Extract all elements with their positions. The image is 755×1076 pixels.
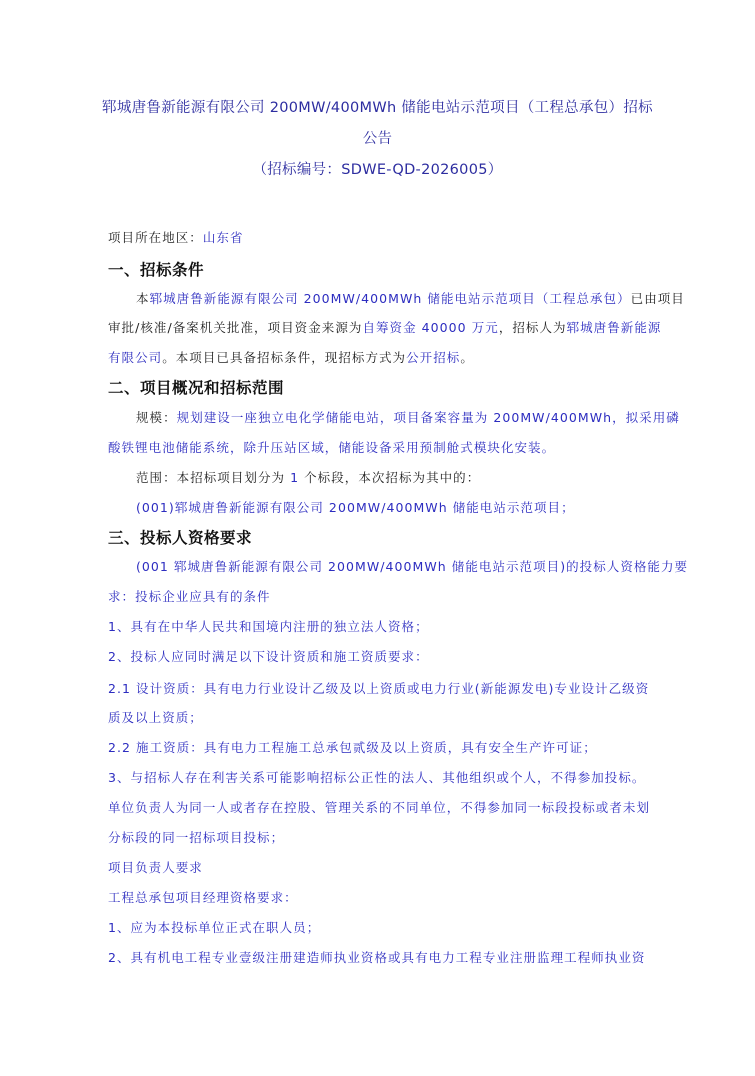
bid-number: （招标编号：SDWE-QD-2026005） bbox=[252, 162, 503, 178]
funding-source: 自筹资金 40000 万元 bbox=[362, 320, 499, 335]
text-fragment: 。 bbox=[460, 350, 474, 365]
section3-line: 2.2 施工资质：具有电力工程施工总承包贰级及以上资质，具有安全生产许可证； bbox=[108, 740, 597, 755]
section3-line: 单位负责人为同一人或者存在控股、管理关系的不同单位，不得参加同一标段投标或者未划 bbox=[108, 800, 651, 815]
tenderer-name: 郓城唐鲁新能源 bbox=[566, 320, 662, 335]
project-region bbox=[108, 228, 658, 246]
section3-line: 2.1 设计资质：具有电力行业设计乙级及以上资质或电力行业(新能源发电)专业设计乙级资 bbox=[108, 681, 650, 696]
lot-count: 1 bbox=[290, 470, 300, 485]
section3-line: 项目负责人要求 bbox=[108, 860, 203, 875]
scope-line bbox=[136, 468, 686, 486]
section1-para-line2 bbox=[108, 318, 662, 336]
scale-line2: 酸铁锂电池储能系统，除升压站区域，储能设备采用预制舱式模块化安装。 bbox=[108, 440, 556, 455]
text-fragment: 本 bbox=[136, 291, 150, 306]
section1-heading: 一、招标条件 bbox=[108, 261, 205, 279]
section3-line: 1、应为本投标单位正式在职人员； bbox=[108, 920, 321, 935]
doc-title-line1: 郓城唐鲁新能源有限公司 200MW/400MWh 储能电站示范项目（工程总承包）招标 bbox=[102, 100, 653, 116]
section3-line: 2、投标人应同时满足以下设计资质和施工资质要求： bbox=[108, 649, 429, 664]
section1-para-line1 bbox=[136, 289, 686, 307]
doc-title-line2: 公告 bbox=[362, 131, 393, 147]
section3-line: 工程总承包项目经理资格要求： bbox=[108, 890, 298, 905]
project-name: 郓城唐鲁新能源有限公司 200MW/400MWh 储能电站示范项目（工程总承包） bbox=[149, 291, 631, 306]
section3-line: 分标段的同一招标项目投标； bbox=[108, 830, 285, 845]
section3-line: 求：投标企业应具有的条件 bbox=[108, 589, 271, 604]
text-fragment: 已由项目 bbox=[630, 291, 685, 306]
section3-line: 1、具有在中华人民共和国境内注册的独立法人资格； bbox=[108, 619, 429, 634]
text-fragment: 个标段，本次招标为其中的： bbox=[299, 470, 481, 485]
section3-line: 3、与招标人存在利害关系可能影响招标公正性的法人、其他组织或个人，不得参加投标。 bbox=[108, 770, 646, 785]
tenderer-name-cont: 有限公司 bbox=[108, 350, 163, 365]
scale-label: 规模： bbox=[136, 410, 177, 425]
region-label: 项目所在地区： bbox=[108, 230, 203, 245]
section2-heading: 二、项目概况和招标范围 bbox=[108, 379, 285, 397]
section3-heading: 三、投标人资格要求 bbox=[108, 529, 253, 547]
scale-value: 规划建设一座独立电化学储能电站，项目备案容量为 200MW/400MWh，拟采用磷 bbox=[176, 410, 680, 425]
section3-line: 质及以上资质； bbox=[108, 710, 203, 725]
text-fragment: 审批/核准/备案机关批准，项目资金来源为 bbox=[108, 320, 363, 335]
section1-para-line3 bbox=[108, 348, 658, 366]
lot-item: (001)郓城唐鲁新能源有限公司 200MW/400MWh 储能电站示范项目； bbox=[136, 500, 575, 515]
section3-line: 2、具有机电工程专业壹级注册建造师执业资格或具有电力工程专业注册监理工程师执业资 bbox=[108, 950, 646, 965]
region-value: 山东省 bbox=[202, 230, 244, 245]
section3-line: (001 郓城唐鲁新能源有限公司 200MW/400MWh 储能电站示范项目)的投标人资格能力要 bbox=[136, 559, 689, 574]
text-fragment: ，招标人为 bbox=[498, 320, 567, 335]
tender-method: 公开招标 bbox=[406, 350, 461, 365]
text-fragment: 范围：本招标项目划分为 bbox=[136, 470, 291, 485]
scale-line1 bbox=[136, 408, 686, 426]
text-fragment: 。本项目已具备招标条件，现招标方式为 bbox=[162, 350, 407, 365]
